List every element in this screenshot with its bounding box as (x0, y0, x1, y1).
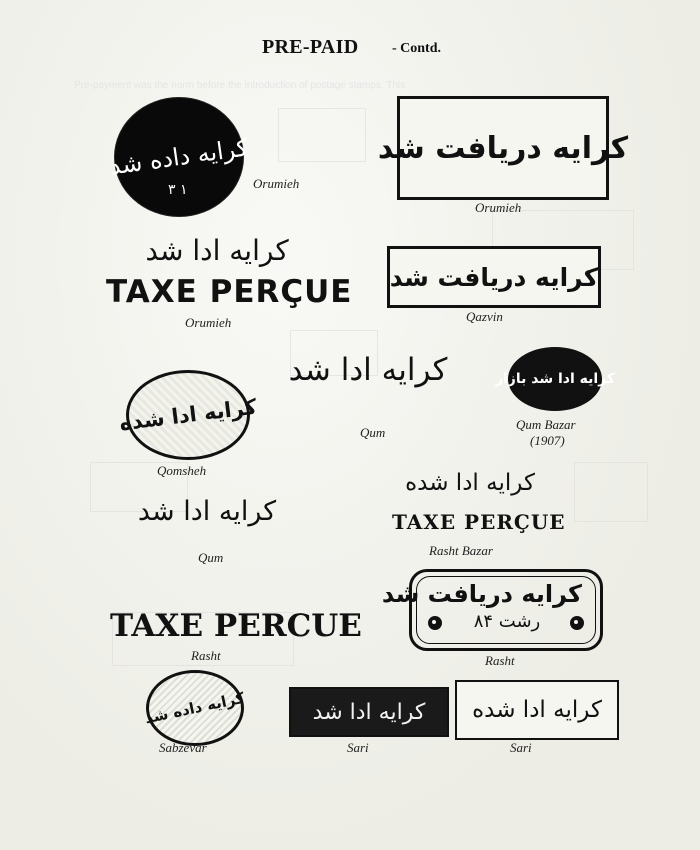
stamp-qomsheh-oval (118, 370, 258, 460)
stamp-arabic-text: كرايه ادا شده (118, 394, 258, 436)
stamp-arabic-text: كرايه دريافت شد (377, 130, 629, 166)
stamp-orumieh-box (377, 96, 629, 200)
rosette-icon (428, 616, 442, 630)
stamp-latin-text: TAXE PERÇUE (106, 274, 353, 310)
stamp-arabic-text: كرايه ادا شده (405, 470, 535, 496)
stamp-sabzevar-oval (143, 670, 247, 746)
page-title: PRE-PAID (262, 36, 359, 58)
stamp-qum-bazar-oval (494, 347, 616, 411)
stamp-arabic-text: كرايه داده شد (143, 688, 247, 728)
stamp-label: Qum (198, 550, 224, 565)
stamp-label: Rasht (191, 648, 221, 663)
stamp-arabic-text: كرايه ادا شده (472, 697, 602, 723)
stamp-number: ١ ٣ (168, 182, 188, 198)
stamp-rasht-rounded (381, 569, 603, 651)
stamp-label: Sari (510, 740, 532, 755)
stamp-label: Qum (360, 425, 386, 440)
stamp-label: Rasht (485, 653, 515, 668)
stamp-arabic-text: كرايه دريافت شد (389, 262, 599, 292)
stamp-label: Sari (347, 740, 369, 755)
stamp-qum-second (132, 496, 282, 550)
stamp-latin-text: TAXE PERÇUE (392, 510, 566, 534)
stamp-arabic-text: كرايه ادا شد (145, 234, 289, 267)
bleed-through-text: Pre-payment was the norm before the introduction of postage stamps. This (74, 80, 406, 91)
page-subtitle: - Contd. (392, 41, 442, 56)
stamp-arabic-text: كرايه ادا شد (312, 699, 426, 725)
stamp-label: Sabzevar (159, 740, 207, 755)
stamp-sari-filled (289, 687, 449, 737)
stamp-orumieh-circle (107, 98, 251, 216)
stamp-arabic-text: كرايه ادا شد بازار (494, 371, 616, 387)
stamp-orumieh-bilingual (104, 234, 353, 318)
stamp-label: Rasht Bazar (429, 543, 493, 558)
bleed-through-box (574, 462, 648, 522)
stamp-sari-box (455, 680, 619, 740)
stamp-label: Qum Bazar (516, 417, 576, 432)
stamp-qum-plain (288, 352, 448, 410)
stamp-rasht-latin: TAXE PERCUE (110, 608, 362, 644)
stamp-arabic-text: كرايه داده شد (107, 133, 251, 181)
stamp-label: Orumieh (475, 200, 522, 215)
stamp-rasht-bazar (388, 470, 566, 546)
stamp-arabic-text: كرايه ادا شد (288, 352, 448, 388)
stamp-label: Orumieh (185, 315, 232, 330)
stamp-arabic-subtext: رشت ٨۴ (473, 611, 541, 632)
stamp-qazvin-box (387, 246, 601, 308)
stamp-label: Qomsheh (157, 463, 207, 478)
stamp-label: Orumieh (253, 176, 300, 191)
stamp-arabic-text: كرايه دريافت شد (381, 580, 582, 608)
stamp-date: (1907) (530, 433, 565, 448)
rosette-icon (570, 616, 584, 630)
stamp-label: Qazvin (466, 309, 503, 324)
stamp-arabic-text: كرايه ادا شد (137, 496, 277, 527)
bleed-through-box (278, 108, 366, 162)
